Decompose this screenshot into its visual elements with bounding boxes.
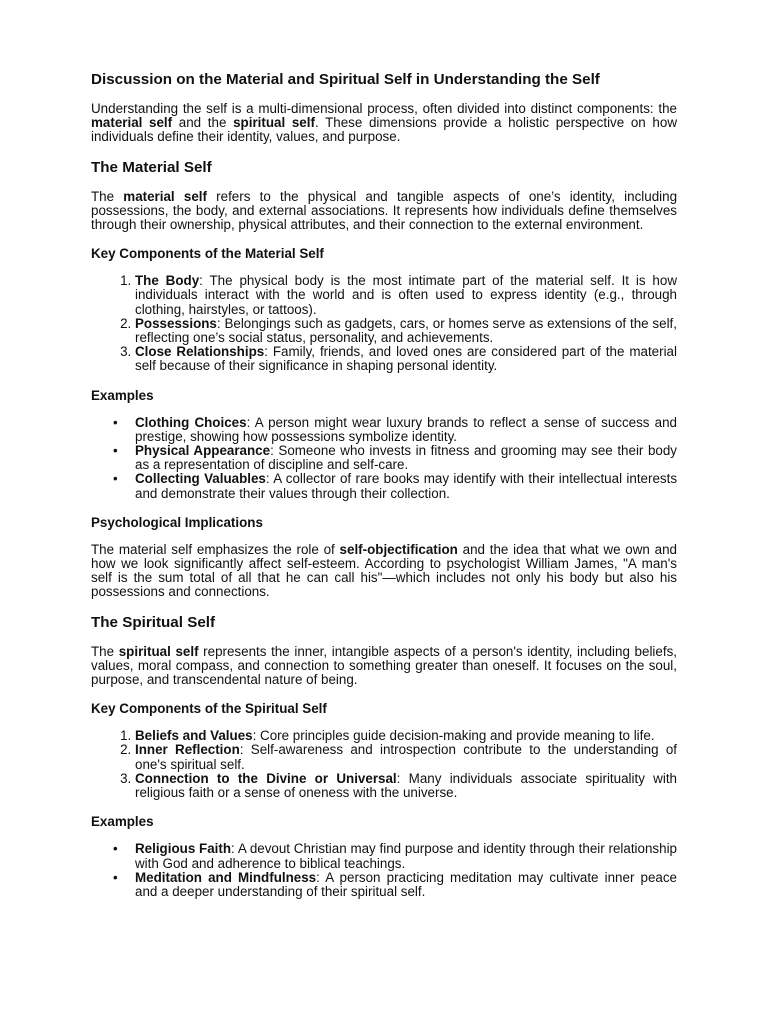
para-text: The [91, 643, 119, 659]
spiritual-self-paragraph [91, 645, 677, 688]
list-item-text: Many individuals associate spirituality with religious faith or a sense of oneness with the universe. [135, 770, 677, 801]
list-item [135, 444, 677, 472]
list-item-text: A person practicing meditation may cultivate inner peace and a deeper understanding of their spiritual self. [135, 869, 678, 899]
list-item [135, 345, 677, 373]
para-bold-term: self-objectification [339, 541, 458, 557]
list-item-term: Meditation and Mindfulness [135, 869, 317, 885]
list-item-text: A person might wear luxury brands to reflect a sense of success and prestige, showing how possessions symbolize identity. [135, 414, 678, 444]
para-bold-term: material self [123, 188, 207, 204]
list-item-term: Close Relationships [135, 344, 265, 360]
heading-spiritual-examples: Examples [91, 814, 154, 830]
list-item [135, 274, 677, 317]
list-item [135, 317, 677, 345]
list-item-term: Physical Appearance [135, 443, 271, 459]
list-item-text: A devout Christian may find purpose and identity through their relationship with God and adherence to biblical teachings. [135, 841, 677, 871]
list-item-text: Someone who invests in fitness and grooming may see their body as a representation of discipline and self-care. [135, 443, 677, 473]
para-text: and the idea that what we own and how we look significantly affect self-esteem. According to psychologist William James, "A man's self is the sum total of all that he can call his"—which includes not only his body but also his possessions and connections. [91, 541, 677, 600]
list-item-separator: : [231, 841, 238, 857]
list-item-separator: : [216, 315, 225, 331]
material-components-list [91, 274, 677, 373]
list-item [135, 472, 677, 500]
list-item-term: Possessions [135, 315, 217, 331]
heading-spiritual-self: The Spiritual Self [91, 613, 216, 631]
list-item-term: Connection to the Divine or Universal [135, 770, 397, 786]
intro-bold-material-self: material self [91, 115, 173, 131]
list-item-text: Family, friends, and loved ones are considered part of the material self because of their significance in shaping personal identity. [135, 344, 677, 374]
list-item-term: The Body [135, 273, 200, 289]
list-item-text: The physical body is the most intimate part of the material self. It is how individuals interact with the world and is often used to express identity (e.g., through clothing, hairstyles, or tattoos). [135, 273, 677, 317]
heading-material-examples: Examples [91, 387, 154, 403]
material-self-paragraph [91, 190, 677, 233]
list-item-separator: : [264, 344, 273, 360]
list-item [135, 743, 677, 771]
document-body [91, 71, 677, 913]
intro-text: and the [172, 115, 234, 131]
para-text: represents the inner, intangible aspects of a person's identity, including beliefs, values, moral compass, and connection to something greater than oneself. It focuses on the soul, purpose, and transcendental nature of being. [91, 643, 677, 688]
list-item-separator: : [396, 770, 409, 786]
heading-material-self: The Material Self [91, 158, 212, 176]
spiritual-components-list [91, 729, 677, 800]
list-item-text: Belongings such as gadgets, cars, or homes serve as extensions of the self, reflecting one’s social status, personality, and achievements. [135, 315, 677, 346]
spiritual-examples-list [91, 842, 677, 899]
list-item [135, 871, 677, 899]
list-item [135, 416, 677, 444]
list-item-term: Beliefs and Values [135, 728, 253, 744]
list-item [135, 842, 677, 870]
document-title: Discussion on the Material and Spiritual Self in Understanding the Self [91, 71, 600, 88]
para-text: The [91, 188, 124, 204]
list-item-separator: : [239, 742, 251, 758]
list-item-text: Self-awareness and introspection contribute to the understanding of one's spiritual self. [135, 742, 677, 772]
intro-paragraph [91, 102, 677, 145]
list-item-term: Collecting Valuables [135, 471, 266, 487]
list-item-separator: : [199, 273, 210, 289]
list-item-separator: : [246, 414, 255, 430]
list-item-text: Core principles guide decision-making and provide meaning to life. [260, 728, 655, 744]
list-item-separator: : [252, 728, 261, 744]
list-item [135, 729, 677, 743]
list-item-term: Clothing Choices [135, 414, 247, 430]
para-text: refers to the physical and tangible aspects of one’s identity, including possessions, the body, and external associations. It represents how individuals define themselves through their ownership, physical attributes, and their connection to the external environment. [91, 188, 678, 233]
para-text: The material self emphasizes the role of [91, 541, 340, 557]
list-item-text: A collector of rare books may identify with their intellectual interests and demonstrate their values through their collection. [135, 471, 678, 501]
heading-spiritual-components: Key Components of the Spiritual Self [91, 701, 327, 717]
heading-psychological-implications: Psychological Implications [91, 514, 263, 530]
intro-text: . These dimensions provide a holistic perspective on how individuals define their identity, values, and purpose. [91, 115, 677, 145]
intro-bold-spiritual-self: spiritual self [233, 115, 315, 131]
list-item-separator: : [265, 471, 274, 487]
list-item [135, 772, 677, 800]
list-item-term: Inner Reflection [135, 742, 240, 758]
material-examples-list [91, 416, 677, 501]
heading-material-components: Key Components of the Material Self [91, 246, 324, 262]
para-bold-term: spiritual self [118, 643, 199, 659]
list-item-term: Religious Faith [135, 841, 232, 857]
list-item-separator: : [316, 869, 326, 885]
list-item-separator: : [270, 443, 279, 459]
implications-paragraph [91, 543, 677, 600]
intro-text: Understanding the self is a multi-dimensional process, often divided into distinct components: the [91, 101, 677, 116]
